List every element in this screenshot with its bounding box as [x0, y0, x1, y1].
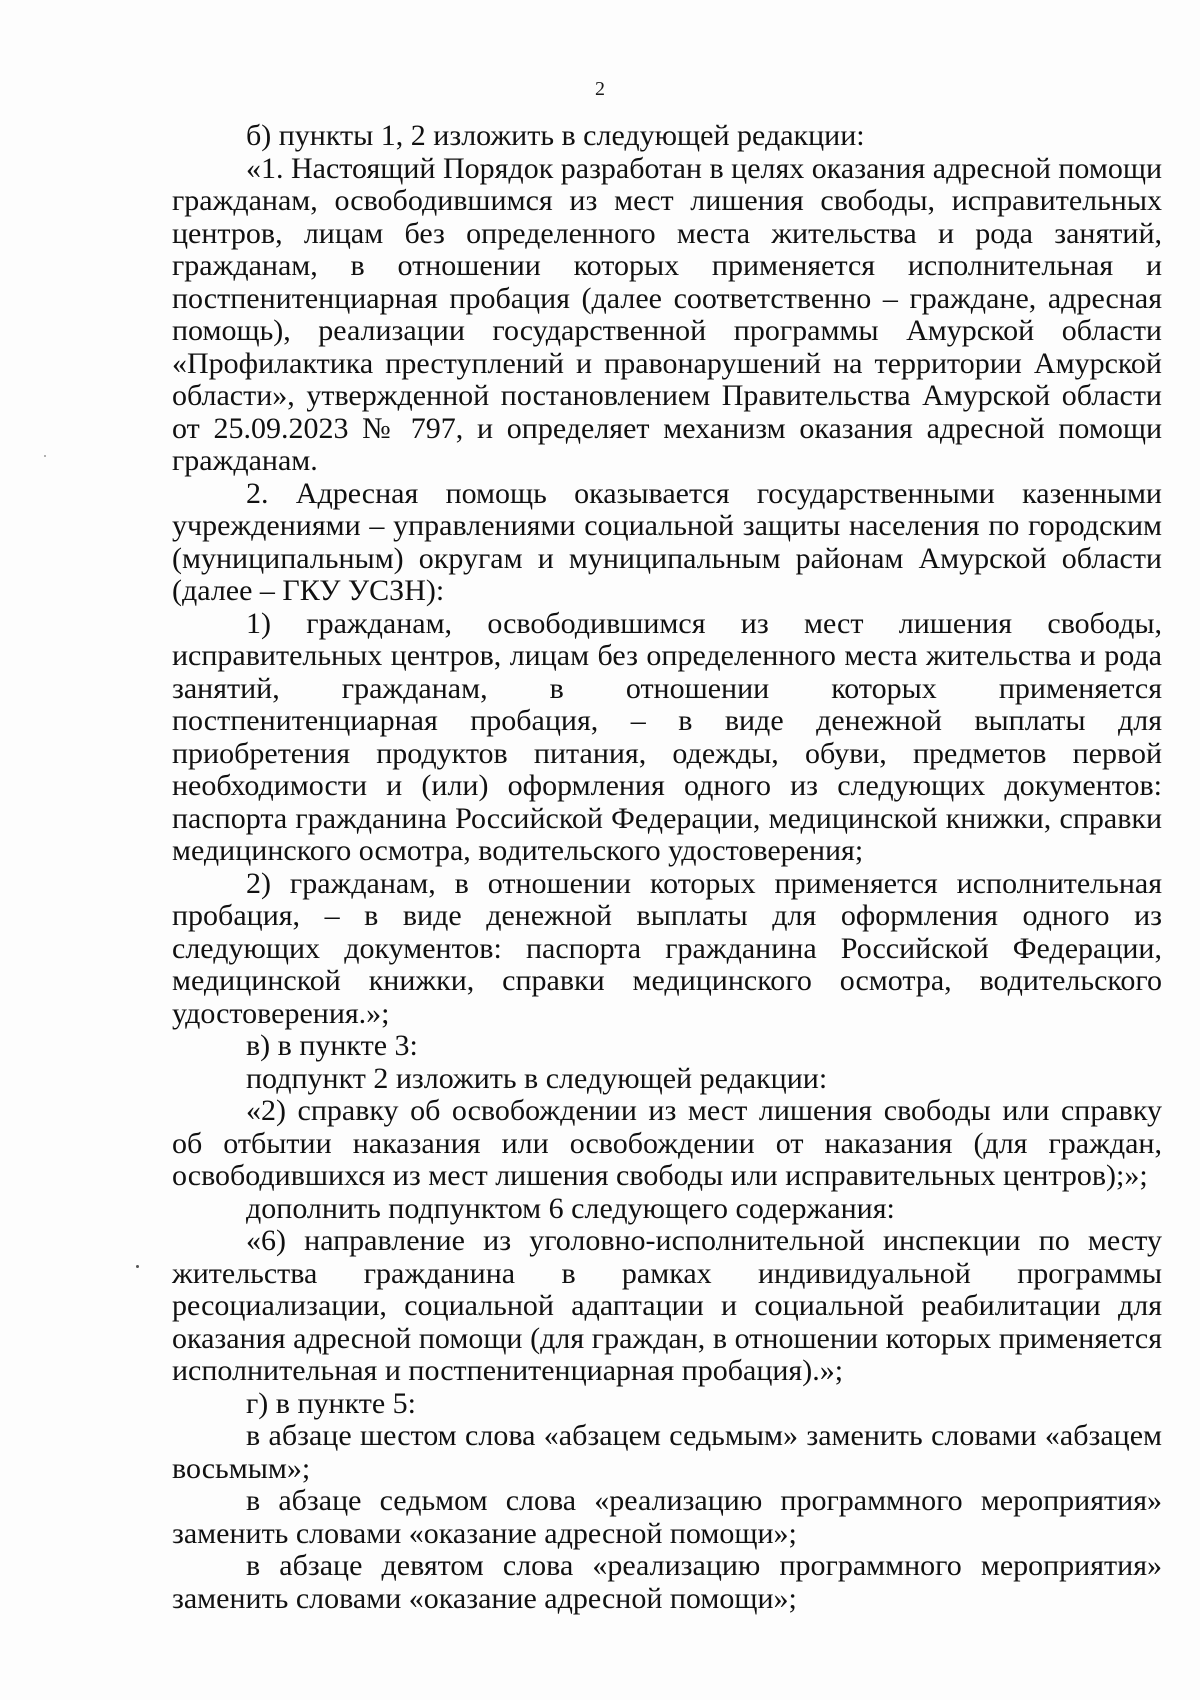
paragraph-abzac-6: в абзаце шестом слова «абзацем седьмым» заменить словами «абзацем восьмым»; — [172, 1419, 1162, 1485]
paragraph-point-2: 2. Адресная помощь оказывается государственными казенными учреждениями – управлениями социальной защиты населения по городским (муниципальным) округам и муниципальным районам Амурской области (далее – ГКУ УСЗН): — [172, 476, 1162, 607]
paragraph-subpoint-2-instruction: подпункт 2 изложить в следующей редакции: — [246, 1061, 828, 1095]
paragraph-item-b: б) пункты 1, 2 изложить в следующей редакции: — [246, 119, 865, 152]
paragraph-subpoint-1: 1) гражданам, освободившимся из мест лишения свободы, исправительных центров, лицам без определенного места жительства и рода занятий, гражданам, в отношении которых применяется постпенитенциарная пробация, – в виде денежной выплаты для приобретения продуктов питания, одежды, обуви, предметов первой необходимости и (или) оформления одного из следующих документов: паспорта гражданина Российской Федерации, медицинской книжки, справки медицинского осмотра, водительского удостоверения; — [172, 606, 1162, 867]
paragraph-item-g: г) в пункте 5: — [246, 1386, 417, 1420]
paragraph-subpoint-6-text: «6) направление из уголовно-исполнительной инспекции по месту жительства гражданина в рамках индивидуальной программы ресоциализации, социальной адаптации и социальной реабилитации для оказания адресной помощи (для граждан, в отношении которых применяется исполнительная и постпенитенциарная пробация).»; — [172, 1224, 1162, 1387]
document-body — [172, 120, 1162, 1615]
paragraph-abzac-7: в абзаце седьмом слова «реализацию программного мероприятия» заменить словами «оказание адресной помощи»; — [172, 1484, 1162, 1550]
scan-speck — [136, 1265, 139, 1268]
paragraph-subpoint-2-text: «2) справку об освобождении из мест лишения свободы или справку об отбытии наказания или освобождении от наказания (для граждан, освободившихся из мест лишения свободы или исправительных центров);»; — [172, 1094, 1162, 1192]
paragraph-abzac-9: в абзаце девятом слова «реализацию программного мероприятия» заменить словами «оказание адресной помощи»; — [172, 1549, 1162, 1615]
paragraph-point-1: «1. Настоящий Порядок разработан в целях оказания адресной помощи гражданам, освободившимся из мест лишения свободы, исправительных центров, лицам без определенного места жительства и рода занятий, гражданам, в отношении которых применяется исполнительная и постпенитенциарная пробация (далее соответственно – граждане, адресная помощь), реализации государственной программы Амурской области «Профилактика преступлений и правонарушений на территории Амурской области», утвержденной постановлением Правительства Амурской области от 25.09.2023 № 797, и определяет механизм оказания адресной помощи гражданам. — [172, 151, 1162, 477]
scan-speck — [44, 455, 46, 457]
page-number: 2 — [595, 78, 605, 100]
paragraph-subpoint-2: 2) гражданам, в отношении которых применяется исполнительная пробация, – в виде денежной выплаты для оформления одного из следующих документов: паспорта гражданина Российской Федерации, медицинской книжки, справки медицинского осмотра, водительского удостоверения.»; — [172, 866, 1162, 1030]
paragraph-item-v: в) в пункте 3: — [246, 1029, 418, 1062]
paragraph-add-subpoint-6: дополнить подпунктом 6 следующего содержания: — [246, 1191, 895, 1225]
